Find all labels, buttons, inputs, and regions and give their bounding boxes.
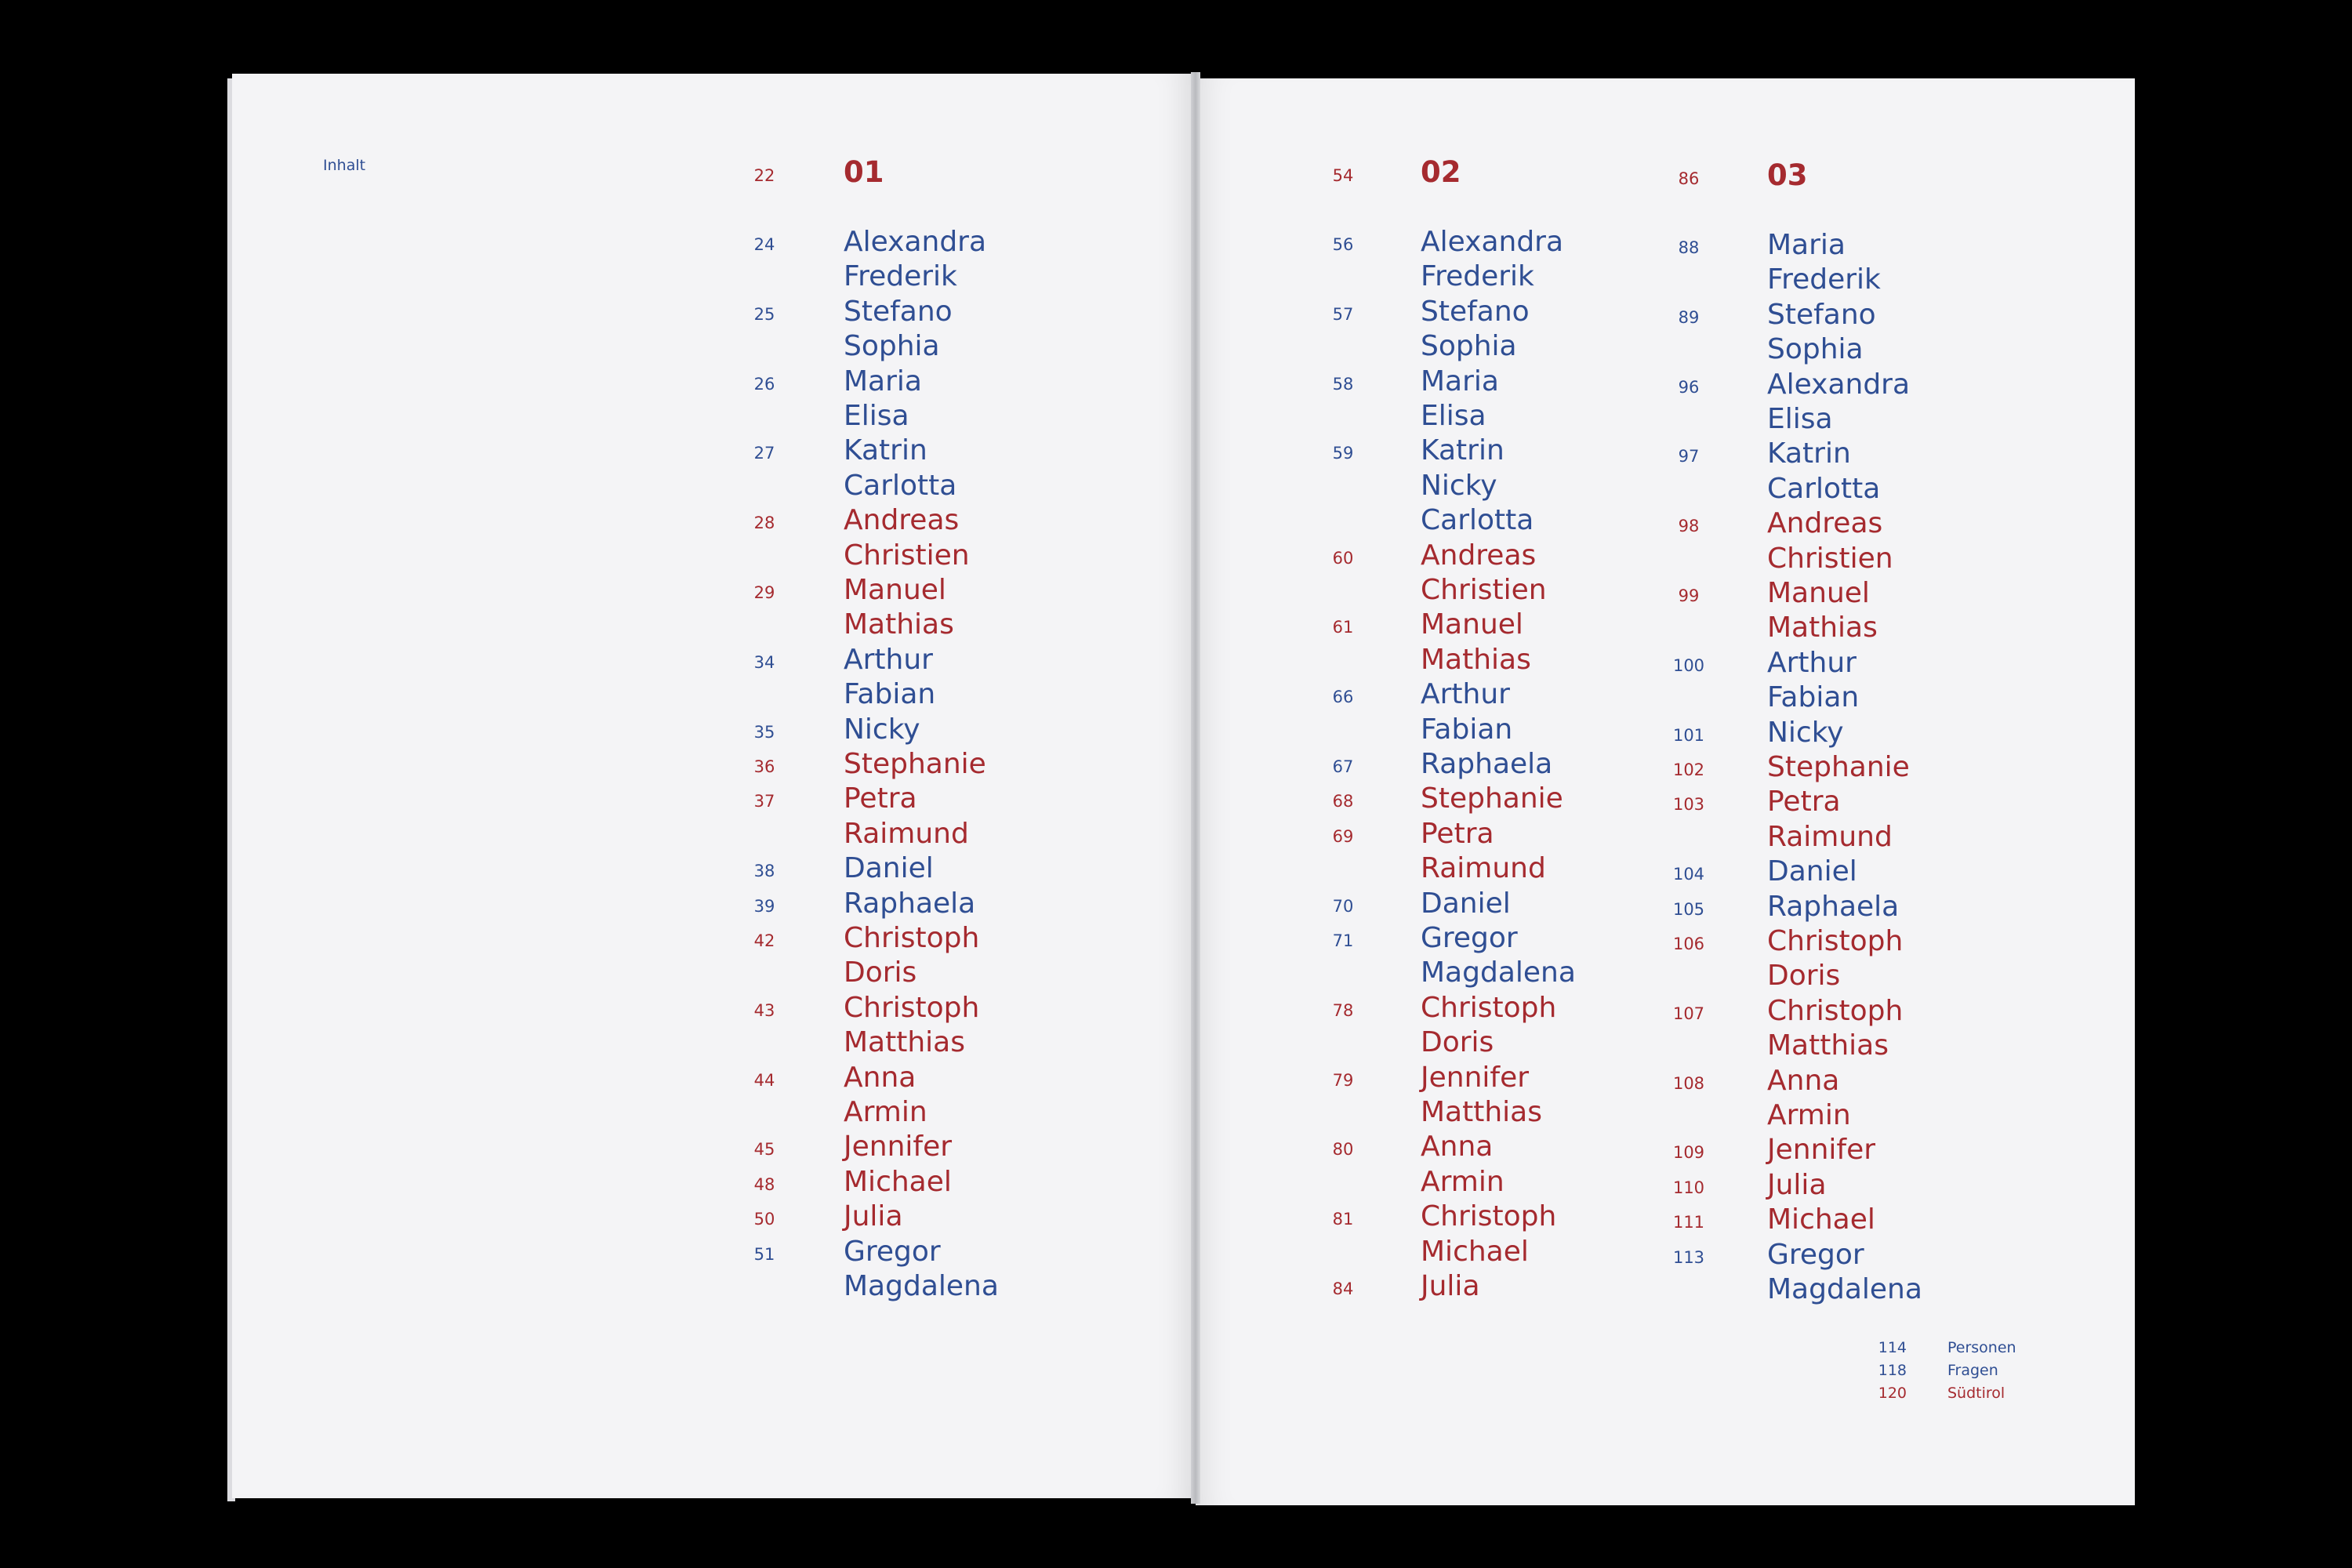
entry-name: Christien bbox=[1767, 542, 1893, 575]
entry-name: Elisa bbox=[1421, 400, 1486, 432]
entry-name: Doris bbox=[1767, 960, 1841, 993]
entry-name: Nicky bbox=[1767, 716, 1844, 749]
footer-page-number: 118 bbox=[1878, 1362, 1907, 1379]
entry-name: Gregor bbox=[1421, 922, 1518, 954]
entry-name: Christoph bbox=[1767, 925, 1904, 957]
entry-page-number: 29 bbox=[753, 583, 775, 602]
entry-name: Stephanie bbox=[1421, 782, 1563, 815]
entry-name: Daniel bbox=[1421, 887, 1511, 920]
entry-name: Raimund bbox=[1421, 852, 1546, 885]
entry-name: Stephanie bbox=[844, 748, 986, 780]
entry-page-number: 80 bbox=[1332, 1140, 1354, 1160]
entry-name: Arthur bbox=[1421, 678, 1510, 711]
entry-name: Manuel bbox=[1767, 577, 1870, 609]
book-gutter bbox=[1191, 72, 1200, 1504]
entry-name: Andreas bbox=[1767, 507, 1883, 540]
entry-name: Christoph bbox=[1421, 991, 1557, 1024]
entry-page-number: 78 bbox=[1332, 1000, 1354, 1020]
entry-page-number: 96 bbox=[1678, 377, 1700, 397]
section-title: 01 bbox=[844, 155, 884, 189]
entry-name: Elisa bbox=[1767, 403, 1833, 435]
entry-page-number: 70 bbox=[1332, 896, 1354, 916]
entry-name: Frederik bbox=[844, 260, 957, 293]
entry-name: Petra bbox=[1421, 817, 1494, 850]
entry-name: Armin bbox=[844, 1096, 927, 1128]
entry-page-number: 39 bbox=[753, 896, 775, 916]
entry-page-number: 26 bbox=[753, 374, 775, 394]
entry-page-number: 28 bbox=[753, 514, 775, 533]
entry-page-number: 35 bbox=[753, 722, 775, 742]
entry-name: Michael bbox=[844, 1165, 952, 1198]
entry-name: Stefano bbox=[844, 295, 953, 328]
footer-label: Personen bbox=[1947, 1339, 2016, 1356]
entry-name: Alexandra bbox=[844, 226, 987, 258]
entry-name: Alexandra bbox=[1421, 226, 1564, 258]
entry-page-number: 66 bbox=[1332, 688, 1354, 707]
entry-page-number: 108 bbox=[1672, 1073, 1705, 1093]
entry-page-number: 89 bbox=[1678, 307, 1700, 327]
entry-name: Christien bbox=[1421, 574, 1547, 606]
entry-name: Gregor bbox=[844, 1235, 941, 1268]
entry-name: Nicky bbox=[844, 713, 920, 746]
entry-page-number: 110 bbox=[1672, 1178, 1705, 1197]
entry-name: Petra bbox=[1767, 786, 1841, 818]
entry-name: Anna bbox=[844, 1061, 916, 1094]
entry-page-number: 27 bbox=[753, 444, 775, 463]
entry-name: Jennifer bbox=[1421, 1061, 1530, 1094]
entry-name: Raphaela bbox=[844, 887, 976, 920]
entry-name: Fabian bbox=[1421, 713, 1513, 746]
entry-name: Daniel bbox=[1767, 855, 1857, 888]
entry-page-number: 103 bbox=[1672, 795, 1705, 815]
entry-name: Armin bbox=[1421, 1165, 1504, 1198]
entry-name: Christien bbox=[844, 539, 970, 572]
entry-name: Frederik bbox=[1767, 263, 1881, 296]
entry-name: Christoph bbox=[844, 922, 980, 954]
entry-page-number: 105 bbox=[1672, 899, 1705, 919]
entry-page-number: 50 bbox=[753, 1210, 775, 1229]
entry-page-number: 61 bbox=[1332, 618, 1354, 637]
entry-page-number: 45 bbox=[753, 1140, 775, 1160]
entry-name: Christoph bbox=[1421, 1200, 1557, 1233]
entry-name: Christoph bbox=[1767, 994, 1904, 1027]
entry-name: Maria bbox=[844, 365, 922, 397]
entry-page-number: 101 bbox=[1672, 725, 1705, 745]
footer-page-number: 120 bbox=[1878, 1385, 1907, 1402]
entry-name: Maria bbox=[1767, 229, 1846, 261]
entry-name: Stefano bbox=[1421, 295, 1530, 328]
entry-page-number: 67 bbox=[1332, 757, 1354, 776]
entry-name: Raimund bbox=[844, 817, 969, 850]
entry-page-number: 79 bbox=[1332, 1070, 1354, 1090]
section-page-number: 86 bbox=[1678, 169, 1700, 188]
entry-name: Doris bbox=[844, 956, 917, 989]
entry-name: Anna bbox=[1767, 1064, 1840, 1097]
entry-page-number: 98 bbox=[1678, 517, 1700, 536]
entry-name: Katrin bbox=[1421, 434, 1504, 467]
entry-page-number: 43 bbox=[753, 1000, 775, 1020]
entry-page-number: 97 bbox=[1678, 447, 1700, 466]
entry-name: Michael bbox=[1421, 1235, 1529, 1268]
entry-name: Andreas bbox=[844, 504, 960, 537]
entry-name: Sophia bbox=[1421, 330, 1517, 363]
entry-name: Anna bbox=[1421, 1131, 1494, 1163]
entry-page-number: 68 bbox=[1332, 792, 1354, 811]
entry-name: Arthur bbox=[1767, 646, 1857, 679]
entry-name: Manuel bbox=[1421, 608, 1523, 641]
entry-name: Jennifer bbox=[844, 1131, 953, 1163]
entry-page-number: 104 bbox=[1672, 865, 1705, 884]
entry-name: Raphaela bbox=[1421, 748, 1553, 780]
entry-page-number: 109 bbox=[1672, 1143, 1705, 1163]
entry-name: Matthias bbox=[1767, 1029, 1889, 1062]
entry-page-number: 37 bbox=[753, 792, 775, 811]
entry-page-number: 60 bbox=[1332, 548, 1354, 568]
entry-page-number: 84 bbox=[1332, 1279, 1354, 1298]
entry-name: Matthias bbox=[1421, 1096, 1542, 1128]
entry-page-number: 42 bbox=[753, 931, 775, 950]
entry-name: Maria bbox=[1421, 365, 1499, 397]
entry-name: Julia bbox=[1421, 1270, 1480, 1302]
entry-page-number: 56 bbox=[1332, 235, 1354, 254]
entry-name: Frederik bbox=[1421, 260, 1534, 293]
entry-page-number: 44 bbox=[753, 1070, 775, 1090]
entry-name: Andreas bbox=[1421, 539, 1537, 572]
footer-label: Südtirol bbox=[1947, 1385, 2005, 1402]
entry-name: Petra bbox=[844, 782, 917, 815]
entry-page-number: 100 bbox=[1672, 655, 1705, 675]
entry-page-number: 71 bbox=[1332, 931, 1354, 950]
entry-name: Julia bbox=[844, 1200, 903, 1233]
entry-name: Christoph bbox=[844, 991, 980, 1024]
entry-name: Sophia bbox=[844, 330, 940, 363]
entry-name: Alexandra bbox=[1767, 368, 1911, 401]
entry-name: Jennifer bbox=[1767, 1134, 1876, 1167]
entry-page-number: 36 bbox=[753, 757, 775, 776]
entry-page-number: 48 bbox=[753, 1174, 775, 1194]
entry-name: Katrin bbox=[844, 434, 927, 467]
entry-page-number: 106 bbox=[1672, 935, 1705, 953]
entry-name: Raphaela bbox=[1767, 890, 1900, 923]
entry-name: Elisa bbox=[844, 400, 909, 432]
entry-name: Doris bbox=[1421, 1026, 1494, 1059]
entry-name: Gregor bbox=[1767, 1238, 1864, 1271]
entry-page-number: 99 bbox=[1678, 586, 1700, 605]
section-title: 03 bbox=[1767, 158, 1808, 192]
entry-name: Nicky bbox=[1421, 469, 1497, 502]
entry-name: Stefano bbox=[1767, 298, 1876, 331]
entry-name: Carlotta bbox=[844, 469, 957, 502]
entry-name: Mathias bbox=[844, 608, 954, 641]
entry-name: Carlotta bbox=[1421, 504, 1534, 537]
left-page bbox=[232, 74, 1194, 1498]
entry-name: Michael bbox=[1767, 1203, 1875, 1236]
entry-name: Fabian bbox=[1767, 681, 1860, 714]
entry-name: Arthur bbox=[844, 643, 933, 676]
entry-name: Mathias bbox=[1767, 612, 1878, 644]
entry-name: Sophia bbox=[1767, 333, 1864, 366]
entry-name: Julia bbox=[1767, 1168, 1827, 1201]
entry-page-number: 25 bbox=[753, 304, 775, 324]
entry-name: Stephanie bbox=[1767, 751, 1910, 783]
entry-page-number: 107 bbox=[1672, 1004, 1705, 1023]
entry-page-number: 113 bbox=[1672, 1247, 1705, 1267]
entry-page-number: 51 bbox=[753, 1244, 775, 1264]
entry-name: Manuel bbox=[844, 574, 946, 606]
entry-name: Fabian bbox=[844, 678, 936, 711]
section-page-number: 54 bbox=[1332, 166, 1354, 185]
entry-name: Magdalena bbox=[1767, 1273, 1922, 1305]
entry-name: Daniel bbox=[844, 852, 934, 885]
footer-page-number: 114 bbox=[1878, 1339, 1907, 1356]
section-page-number: 22 bbox=[753, 166, 775, 185]
entry-page-number: 88 bbox=[1678, 238, 1700, 257]
entry-page-number: 34 bbox=[753, 652, 775, 672]
entry-page-number: 57 bbox=[1332, 304, 1354, 324]
entry-name: Raimund bbox=[1767, 820, 1893, 853]
entry-name: Katrin bbox=[1767, 437, 1851, 470]
entry-name: Mathias bbox=[1421, 643, 1531, 676]
entry-page-number: 24 bbox=[753, 235, 775, 254]
entry-page-number: 111 bbox=[1672, 1213, 1705, 1232]
entry-page-number: 58 bbox=[1332, 374, 1354, 394]
entry-page-number: 38 bbox=[753, 862, 775, 881]
entry-name: Armin bbox=[1767, 1099, 1851, 1131]
entry-page-number: 59 bbox=[1332, 444, 1354, 463]
entry-name: Magdalena bbox=[844, 1270, 999, 1302]
entry-name: Matthias bbox=[844, 1026, 965, 1059]
entry-page-number: 81 bbox=[1332, 1210, 1354, 1229]
entry-name: Magdalena bbox=[1421, 956, 1576, 989]
section-title: 02 bbox=[1421, 155, 1461, 189]
entry-page-number: 69 bbox=[1332, 826, 1354, 846]
entry-name: Carlotta bbox=[1767, 472, 1881, 505]
contents-label: Inhalt bbox=[323, 157, 366, 174]
entry-page-number: 102 bbox=[1672, 760, 1705, 779]
footer-label: Fragen bbox=[1947, 1362, 1998, 1379]
